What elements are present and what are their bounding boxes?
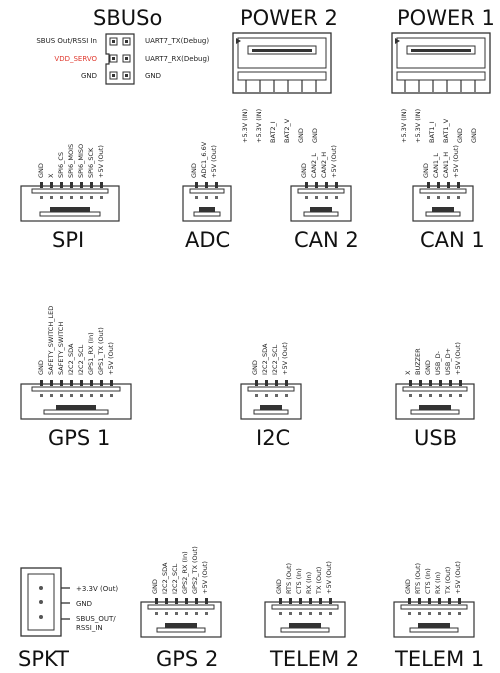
spkt-label-vcc: +3.3V (Out) — [76, 585, 119, 593]
can2-pin-label: +5V (Out) — [330, 145, 338, 178]
telem1-pin-label: TX (Out) — [444, 566, 452, 594]
telem2-pin-label: RTS (Out) — [285, 562, 293, 594]
gps2-pin-label: I2C2_SCL — [171, 563, 179, 594]
can1-pin-label: GND — [422, 163, 430, 178]
sbus-label-left-3: GND — [80, 72, 97, 80]
telem2-pin-label: +5V (Out) — [325, 561, 333, 594]
adc-pin-label: GND — [190, 163, 198, 178]
can1-connector — [412, 182, 474, 222]
can2-pin-label: CAN2_H — [320, 151, 328, 178]
spkt-label-gnd: GND — [76, 600, 93, 608]
i2c-pin-label: GND — [251, 360, 259, 375]
usb-pin-label: GND — [424, 360, 432, 375]
telem1-pin-label: RX (In) — [434, 571, 442, 594]
usb-pin-label: USB_D- — [434, 351, 442, 375]
telem1-pin-label: RTS (Out) — [414, 562, 422, 594]
power1-pin-label: BAT1_V — [442, 118, 450, 143]
telem2-pin-label: GND — [275, 579, 283, 594]
power2-pin-label: +5.3V (IN) — [241, 108, 249, 143]
sbus-label-left-2: VDD_SERVO — [54, 55, 97, 63]
can2-pin-label: GND — [300, 163, 308, 178]
telem1-pin-label: GND — [404, 579, 412, 594]
telem1-pin-label: CTS (In) — [424, 568, 432, 594]
spkt-title: SPKT — [18, 647, 69, 671]
can2-pin-label: CAN2_L — [310, 153, 318, 178]
gps1-pin-label: SAFETY_SWITCH — [57, 321, 65, 375]
telem1-title: TELEM 1 — [395, 647, 485, 671]
spkt-label-sbus-2: RSSI_IN — [76, 624, 103, 632]
spi-title: SPI — [52, 228, 85, 252]
telem2-connector — [264, 598, 346, 638]
spi-pin-label: SPI6_MISO — [77, 143, 85, 178]
telem1-pin-label: +5V (Out) — [454, 561, 462, 594]
usb-pin-label: X — [404, 370, 412, 375]
gps2-pin-label: GPS2_TX (Out) — [191, 546, 199, 594]
usb-pin-label: +5V (Out) — [454, 342, 462, 375]
gps2-pin-label: GND — [151, 579, 159, 594]
spi-pin-label: SPI6_SCK — [87, 147, 95, 178]
spkt-label-sbus-1: SBUS_OUT/ — [76, 615, 116, 623]
can1-pin-label: CAN1_L — [432, 153, 440, 178]
sbus-title: SBUSo — [93, 6, 163, 30]
power1-pin-label: +5.3V (IN) — [400, 108, 408, 143]
power1-title: POWER 1 — [397, 6, 495, 30]
power1-connector — [391, 32, 491, 94]
spi-connector — [20, 182, 120, 222]
telem2-pin-label: CTS (In) — [295, 568, 303, 594]
gps2-pin-label: GPS2_RX (In) — [181, 551, 189, 594]
spi-pin-label: +5V (Out) — [97, 145, 105, 178]
adc-title: ADC — [185, 228, 231, 252]
usb-connector — [395, 380, 475, 420]
adc-pin-label: +5V (Out) — [210, 145, 218, 178]
gps1-pin-label: SAFETY_SWITCH_LED — [47, 305, 55, 375]
can2-connector — [290, 182, 352, 222]
gps2-pin-label: I2C2_SDA — [161, 562, 169, 594]
gps2-title: GPS 2 — [156, 647, 219, 671]
can1-pin-label: CAN1_H — [442, 151, 450, 178]
gps1-pin-label: I2C2_SDA — [67, 343, 75, 375]
gps1-pin-label: +5V (Out) — [107, 342, 115, 375]
gps1-pin-label: GPS1_TX (Out) — [97, 327, 105, 375]
i2c-pin-label: I2C2_SCL — [271, 344, 279, 375]
sbus-label-right-3: GND — [145, 72, 162, 80]
sbus-label-left-1: SBUS Out/RSSI In — [36, 37, 97, 45]
sbus-label-right-1: UART7_TX(Debug) — [145, 37, 210, 45]
power2-pin-label: GND — [311, 128, 319, 143]
power2-pin-label: BAT2_V — [283, 118, 291, 143]
gps1-pin-label: GPS1_RX (In) — [87, 332, 95, 375]
adc-connector — [182, 182, 232, 222]
spi-pin-label: X — [47, 173, 55, 178]
spi-pin-label: SPI6_CS — [57, 151, 65, 178]
usb-pin-label: BUZZER — [414, 348, 422, 375]
usb-title: USB — [414, 426, 458, 450]
power2-pin-label: +5.3V (IN) — [255, 108, 263, 143]
power1-pin-label: +5.3V (IN) — [414, 108, 422, 143]
gps1-title: GPS 1 — [48, 426, 111, 450]
usb-pin-label: USB_D+ — [444, 347, 452, 375]
can2-title: CAN 2 — [294, 228, 359, 252]
telem2-pin-label: TX (Out) — [315, 566, 323, 594]
gps1-connector — [20, 380, 132, 420]
power2-connector — [232, 32, 332, 94]
telem2-pin-label: RX (In) — [305, 571, 313, 594]
adc-pin-label: ADC1_6.6V — [200, 141, 208, 178]
can1-title: CAN 1 — [420, 228, 485, 252]
power1-pin-label: GND — [470, 128, 478, 143]
i2c-pin-label: I2C2_SDA — [261, 343, 269, 375]
gps1-pin-label: GND — [37, 360, 45, 375]
power2-title: POWER 2 — [240, 6, 338, 30]
power2-pin-label: GND — [297, 128, 305, 143]
spkt-connector — [20, 567, 70, 637]
telem2-title: TELEM 2 — [270, 647, 360, 671]
i2c-title: I2C — [256, 426, 291, 450]
sbus-header — [103, 31, 137, 87]
gps2-pin-label: +5V (Out) — [201, 561, 209, 594]
power1-pin-label: GND — [456, 128, 464, 143]
power1-pin-label: BAT1_I — [428, 121, 436, 143]
gps2-connector — [140, 598, 222, 638]
telem1-connector — [393, 598, 475, 638]
spi-pin-label: SPI6_MOIS — [67, 143, 75, 178]
power2-pin-label: BAT2_I — [269, 121, 277, 143]
spi-pin-label: GND — [37, 163, 45, 178]
sbus-label-right-2: UART7_RX(Debug) — [145, 55, 210, 63]
can1-pin-label: +5V (Out) — [452, 145, 460, 178]
i2c-pin-label: +5V (Out) — [281, 342, 289, 375]
i2c-connector — [240, 380, 302, 420]
gps1-pin-label: I2C2_SCL — [77, 344, 85, 375]
